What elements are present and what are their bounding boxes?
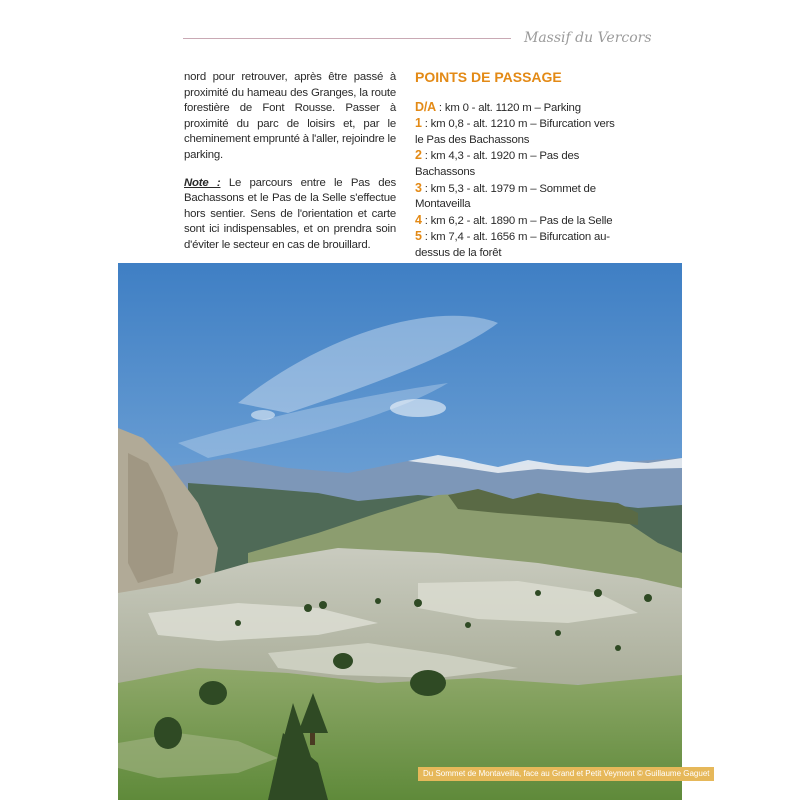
waypoint-item	[415, 213, 625, 230]
waypoint-item	[415, 181, 625, 213]
waypoint-key: 4	[415, 212, 422, 227]
waypoints-column	[415, 70, 625, 278]
waypoint-item	[415, 148, 625, 180]
header-rule	[183, 38, 511, 39]
left-text-column	[184, 70, 396, 266]
note-text: Le parcours entre le Pas des Bachassons et le Pas de la Selle s'effectue hors sentier. Sens de l'orientation et carte sont ici indispensables, et on prendra soin d'éviter le secteur en cas de brouillard.	[184, 176, 397, 251]
waypoint-text: : km 0 - alt. 1120 m – Parking	[435, 101, 581, 114]
waypoint-key: 5	[415, 229, 422, 244]
waypoint-text: : km 5,3 - alt. 1979 m – Sommet de Montaveilla	[415, 182, 596, 211]
waypoint-key: 2	[415, 148, 422, 163]
photo-caption: Du Sommet de Montaveilla, face au Grand et Petit Veymont © Guillaume Gaguet	[418, 767, 714, 781]
running-header-title: Massif du Vercors	[524, 30, 652, 46]
waypoint-item	[415, 116, 625, 148]
waypoint-key: 1	[415, 116, 422, 131]
waypoint-text: : km 0,8 - alt. 1210 m – Bifurcation vers le Pas des Bachassons	[415, 118, 615, 146]
note-label: Note :	[184, 176, 221, 189]
waypoint-key: 3	[415, 180, 422, 195]
waypoint-text: : km 4,3 - alt. 1920 m – Pas des Bachassons	[415, 150, 580, 178]
waypoint-key: D/A	[415, 99, 436, 114]
waypoints-title: POINTS DE PASSAGE	[415, 69, 562, 85]
mountain-landscape-illustration	[118, 263, 682, 800]
waypoint-item	[415, 229, 625, 261]
landscape-photo	[118, 263, 682, 800]
body-paragraph: nord pour retrouver, après être passé à proximité du hameau des Granges, la route forestière de Font Rousse. Passer à proximité du parc de loisirs et, par le cheminement emprunté à l'aller, rejoindre le parking.	[184, 71, 396, 161]
waypoint-text: : km 6,2 - alt. 1890 m – Pas de la Selle	[421, 214, 613, 227]
note-paragraph	[184, 176, 396, 254]
waypoint-text: : km 7,4 - alt. 1656 m – Bifurcation au-dessus de la forêt	[415, 231, 610, 259]
waypoint-item	[415, 100, 625, 117]
